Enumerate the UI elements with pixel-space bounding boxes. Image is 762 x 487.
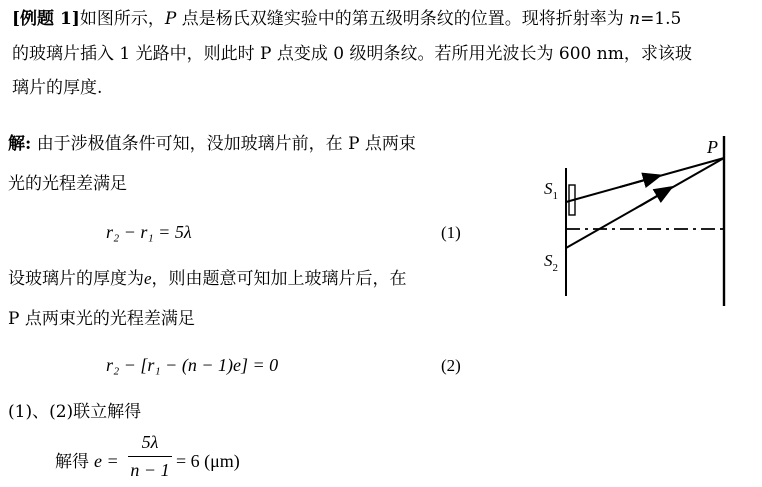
label-s2-main: S xyxy=(544,251,553,270)
equation-2-number: (2) xyxy=(441,356,461,375)
ray-1-arrow xyxy=(620,177,655,187)
solution-text: 由于涉极值条件可知，没加玻璃片前，在 P 点两束 xyxy=(36,134,416,154)
problem-line-2: 的玻璃片插入 1 光路中，则此时 P 点变成 0 级明条纹。若所用光波长为 600 nm，求该玻 xyxy=(12,44,692,64)
label-p: P xyxy=(707,137,718,157)
equation-1: r₂ − r₁ = 5λ xyxy=(106,222,192,242)
label-s1 xyxy=(544,179,558,202)
solution-line-2: 光的光程差满足 xyxy=(8,174,127,194)
solution-text: ，则由题意可知加上玻璃片后，在 xyxy=(151,269,407,289)
equation-1-number: (1) xyxy=(441,223,461,242)
label-s2 xyxy=(544,251,558,274)
result-numerator: 5λ xyxy=(141,432,159,452)
equation-2: r₂ − [r₁ − (n − 1)e] = 0 xyxy=(106,355,279,375)
problem-text: 如图所示， xyxy=(79,9,165,29)
solution-line-4: P 点两束光的光程差满足 xyxy=(8,309,195,329)
ray-2-arrow xyxy=(640,190,667,206)
problem-text: =1.5 xyxy=(640,9,682,29)
solution-line-5: (1)、(2)联立解得 xyxy=(8,402,142,422)
result-prefix: 解得 xyxy=(55,452,89,472)
problem-text: 点是杨氏双缝实验中的第五级明条纹的位置。现将折射率为 xyxy=(176,9,630,29)
result-var: e = xyxy=(94,451,119,471)
label-s2-sub: 2 xyxy=(552,262,558,274)
problem-tag: [例题 1] xyxy=(12,9,80,29)
label-s1-sub: 1 xyxy=(552,190,558,202)
label-s1-main: S xyxy=(544,179,553,198)
solution-text: 设玻璃片的厚度为 xyxy=(8,269,144,289)
solution-label: 解: xyxy=(8,134,32,154)
result-denominator: n − 1 xyxy=(130,460,170,480)
var-e: e xyxy=(144,269,152,288)
result-value: = 6 (μm) xyxy=(176,451,240,471)
var-p: P xyxy=(164,9,177,29)
var-n: n xyxy=(629,9,641,29)
problem-line-3: 璃片的厚度. xyxy=(12,78,103,98)
